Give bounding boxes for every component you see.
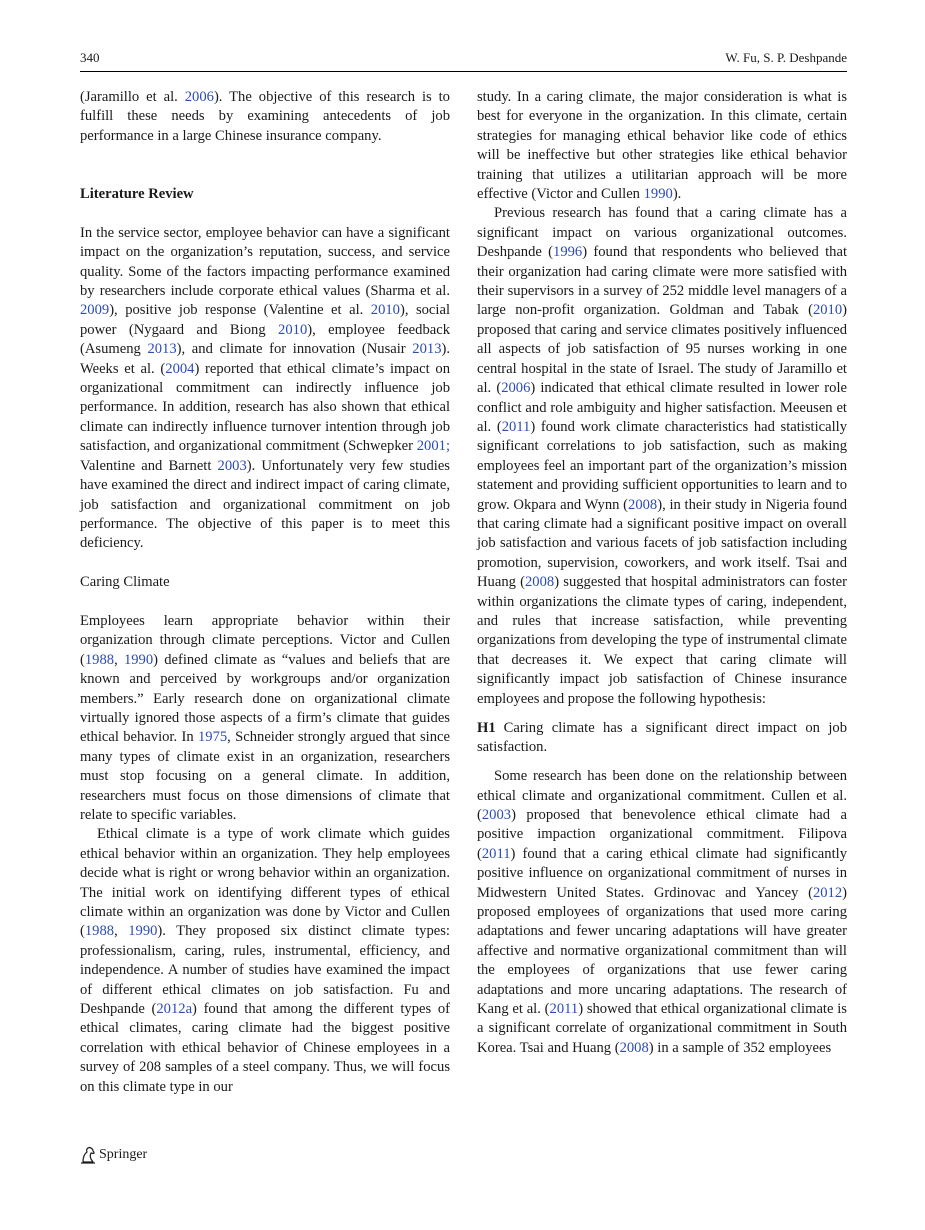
citation-link[interactable]: 2001;: [416, 438, 450, 455]
publisher-footer: [80, 1146, 147, 1164]
paragraph-commitment: Some research has been done on the relationship between ethical climate and organizational commitment. Cullen et al. (2003) proposed that benevolence ethical climate had a positive impaction organizational commitment. Filipova (2011) found that a caring ethical climate had significantly positive influence on organizational commitment of nurses in Midwestern United States. Grdinovac and Yancey (2012) proposed employees of organizations that used more caring adaptations and fewer uncaring adaptations will have greater affective and normative organizational commitment than will the employees of organizations that use fewer caring adaptations and more uncaring adaptations. The research of Kang et al. (2011) showed that ethical organizational climate is a significant correlate of organizational commitment in South Korea. Tsai and Huang (2008) in a sample of 352 employees: [477, 768, 847, 1056]
citation-link[interactable]: 2008: [525, 574, 555, 591]
citation-link[interactable]: 2009: [80, 302, 110, 319]
hypothesis-label: H1: [477, 719, 496, 736]
citation-link[interactable]: 2003: [217, 457, 247, 474]
paragraph-caring-consideration: study. In a caring climate, the major consideration is what is best for everyone in the organization. In this climate, certain strategies for managing ethical behavior like code of ethics will be ineffective but other strategies like ethical behavior training that utilizes a utilitarian approach will be more effective (Victor and Cullen 1990).: [477, 89, 847, 203]
citation-link[interactable]: 1996: [553, 244, 583, 261]
citation-link[interactable]: 2006: [501, 380, 531, 397]
citation-link[interactable]: 2011: [549, 1001, 579, 1018]
citation-link[interactable]: 2013: [147, 341, 177, 358]
citation-link[interactable]: 1975: [197, 729, 228, 746]
paragraph-previous-research: Previous research has found that a caring climate has a significant impact on various organizational outcomes. Deshpande (1996) found that respondents who believed that their organization had caring climate were more satisfied with their supervisors in a survey of 252 middle level managers of a large non-profit organization. Goldman and Tabak (2010) proposed that caring and service climates positively influenced all aspects of job satisfaction of 95 nurses working in one central hospital in the state of Israel. The study of Jaramillo et al. (2006) indicated that ethical climate resulted in lower role conflict and role ambiguity and higher satisfaction. Meeusen et al. (2011) found work climate characteristics had statistically significant correlations to job satisfaction, such as making employees feel an important part of the organization’s mission statement and providing sufficient opportunities to learn and to grow. Okpara and Wynn (2008), in their study in Nigeria found that caring climate had a significant positive impact on overall job satisfaction and various facets of job satisfaction including promotion, supervision, coworkers, and work itself. Tsai and Huang (2008) suggested that hospital administrators can foster within organizations the climate types of caring, independent, and rules that increase satisfaction, while preventing organizations from developing the type of instrumental climate that decreases it. We expect that caring climate will significantly impact job satisfaction of Chinese insurance employees and propose the following hypothesis:: [477, 205, 848, 707]
citation-link[interactable]: 1990: [643, 186, 673, 203]
section-heading-literature-review: Literature Review: [80, 186, 194, 203]
paragraph-caring-climate: Employees learn appropriate behavior within their organization through climate perceptions. Victor and Cullen (1988, 1990) defined climate as “values and beliefs that are known and perceived by workgroups and/or organization members.” Early research done on organizational climate virtually ignored those aspects of a firm’s climate that guides ethical behavior. In 1975, Schneider strongly argued that since many types of climate exist in an organization, researchers must stop focusing on a general climate. In addition, researchers must focus on those dimensions of climate that relate to specific variables.: [80, 612, 451, 823]
citation-link[interactable]: 1990: [123, 651, 154, 668]
publisher-name: Springer: [99, 1147, 148, 1162]
citation-link[interactable]: 1988: [84, 923, 115, 940]
paragraph-intro-end: (Jaramillo et al. 2006). The objective of this research is to fulfill these needs by examining antecedents of job performance in a large Chinese insurance company.: [80, 89, 450, 144]
citation-link[interactable]: 2010: [370, 302, 400, 319]
left-column: [80, 88, 450, 1097]
paragraph-ethical-climate: Ethical climate is a type of work climate which guides ethical behavior within an organization. They help employees decide what is right or wrong behavior within an organization. The initial work on identifying different types of ethical climate within an organization was done by Victor and Cullen (1988, 1990). They proposed six distinct climate types: professionalism, caring, rules, instrumental, efficiency, and independence. A number of studies have examined the impact of different ethical climates on job satisfaction. Fu and Deshpande (2012a) found that among the different types of ethical climates, caring climate had the biggest positive correlation with ethical behavior of Chinese employees in a survey of 208 samples of a steel company. Thus, we will focus on this climate type in our: [80, 826, 450, 1095]
subsection-heading-caring-climate: Caring Climate: [80, 574, 170, 591]
citation-link[interactable]: 2006: [184, 89, 214, 105]
citation-link[interactable]: 1988: [84, 651, 115, 668]
citation-link[interactable]: 2012: [812, 884, 843, 901]
paragraph-lit-review: In the service sector, employee behavior can have a significant impact on the organization’s reputation, success, and service quality. Some of the factors impacting performance examined by researchers include corporate ethical values (Sharma et al. 2009), positive job response (Valentine et al. 2010), social power (Nygaard and Biong 2010), employee feedback (Asumeng 2013), and climate for innovation (Nusair 2013). Weeks et al. (2004) reported that ethical climate’s impact on organizational commitment can indirectly influence job performance. In addition, research has also shown that ethical climate can indirectly influence turnover intention through job satisfaction, and organizational commitment (Schwepker 2001; Valentine and Barnett 2003). Unfortunately very few studies have examined the direct and indirect impact of caring climate, job satisfaction and organizational commitment on job performance. The objective of this paper is to meet this deficiency.: [80, 224, 450, 552]
citation-link[interactable]: 2008: [628, 496, 658, 513]
right-column: [477, 88, 847, 1058]
citation-link[interactable]: 2003: [481, 807, 512, 823]
citation-link[interactable]: 2010: [812, 302, 843, 319]
header-rule: [80, 71, 847, 72]
citation-link[interactable]: 2010: [278, 321, 308, 338]
citation-link[interactable]: 1990: [128, 923, 158, 940]
springer-horse-icon: [80, 1146, 96, 1164]
citation-link[interactable]: 2011: [501, 418, 531, 435]
citation-link[interactable]: 2013: [412, 341, 442, 358]
running-head-authors: W. Fu, S. P. Deshpande: [725, 50, 847, 65]
page-number: 340: [80, 50, 100, 65]
citation-link[interactable]: 2004: [165, 360, 195, 377]
hypothesis-h1: H1 Caring climate has a significant direct impact on job satisfaction.: [477, 719, 847, 756]
citation-link[interactable]: 2011: [481, 845, 511, 862]
citation-link[interactable]: 2008: [619, 1039, 649, 1056]
citation-link[interactable]: 2012a: [156, 1001, 193, 1018]
